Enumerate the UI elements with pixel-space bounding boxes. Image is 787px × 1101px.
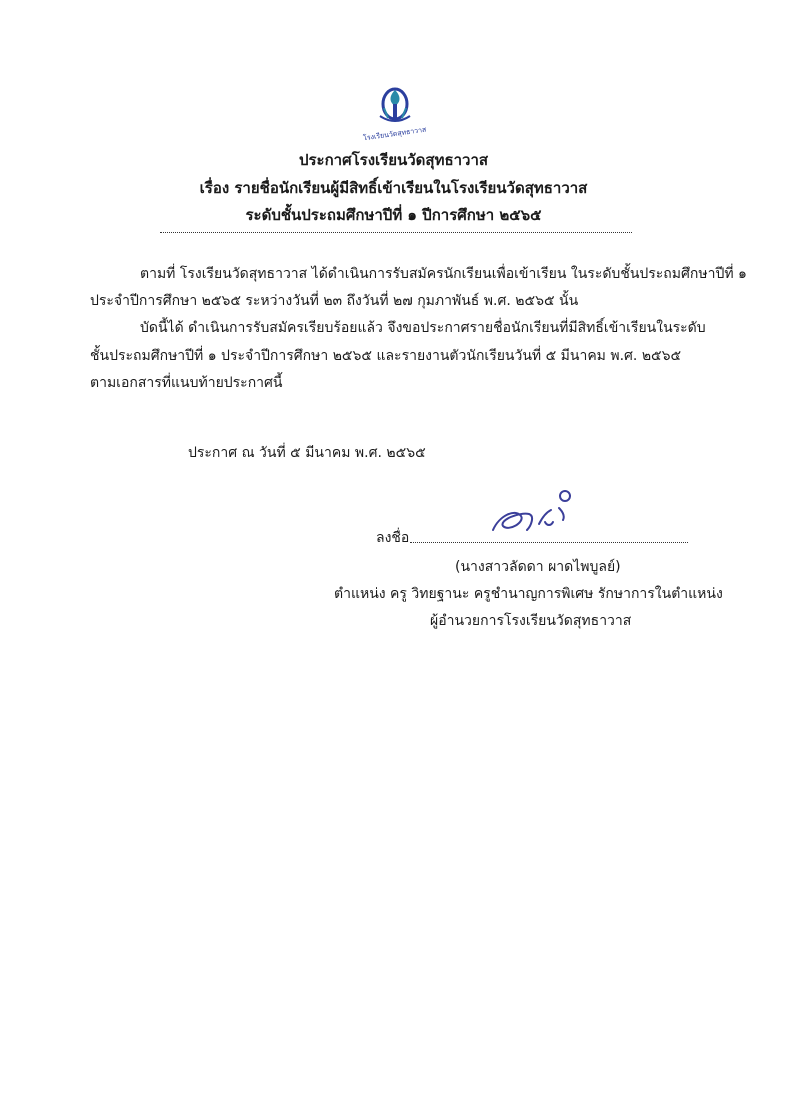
signer-name: (นางสาวลัดดา ผาดไพบูลย์) bbox=[455, 559, 621, 575]
paragraph-1-line-2: ประจำปีการศึกษา ๒๕๖๕ ระหว่างวันที่ ๒๓ ถึงวันที่ ๒๗ กุมภาพันธ์ พ.ศ. ๒๕๖๕ นั้น bbox=[90, 293, 579, 309]
paragraph-2-line-1: บัดนี้ได้ ดำเนินการรับสมัครเรียบร้อยแล้ว จึงขอประกาศรายชื่อนักเรียนที่มีสิทธิ์เข้าเรียนในระดับ bbox=[140, 320, 706, 336]
dotted-divider bbox=[160, 232, 632, 233]
logo-caption: โรงเรียนวัดสุทธาวาส bbox=[362, 125, 427, 142]
announce-date: ประกาศ ณ วันที่ ๕ มีนาคม พ.ศ. ๒๕๖๕ bbox=[188, 445, 426, 461]
announcement-title: ประกาศโรงเรียนวัดสุทธาวาส bbox=[298, 151, 489, 169]
sign-label: ลงชื่อ bbox=[376, 530, 410, 546]
signature-dotted-line bbox=[410, 542, 688, 543]
handwritten-signature bbox=[485, 486, 585, 542]
announcement-subject: เรื่อง รายชื่อนักเรียนผู้มีสิทธิ์เข้าเรียนในโรงเรียนวัดสุทธาวาส bbox=[199, 179, 588, 197]
paragraph-2-line-2: ชั้นประถมศึกษาปีที่ ๑ ประจำปีการศึกษา ๒๕๖๕ และรายงานตัวนักเรียนวันที่ ๕ มีนาคม พ.ศ. ๒๕๖๕ bbox=[90, 348, 682, 364]
paragraph-1-line-1: ตามที่ โรงเรียนวัดสุทธาวาส ได้ดำเนินการรับสมัครนักเรียนเพื่อเข้าเรียน ในระดับชั้นประถมศึกษาปีที่ ๑ bbox=[140, 266, 747, 282]
signer-role: ผู้อำนวยการโรงเรียนวัดสุทธาวาส bbox=[430, 613, 632, 629]
school-emblem-logo bbox=[360, 82, 430, 142]
announcement-level: ระดับชั้นประถมศึกษาปีที่ ๑ ปีการศึกษา ๒๕๖๕ bbox=[245, 206, 542, 224]
signer-position: ตำแหน่ง ครู วิทยฐานะ ครูชำนาญการพิเศษ รักษาการในตำแหน่ง bbox=[334, 586, 723, 602]
paragraph-2-line-3: ตามเอกสารที่แนบท้ายประกาศนี้ bbox=[90, 375, 283, 391]
